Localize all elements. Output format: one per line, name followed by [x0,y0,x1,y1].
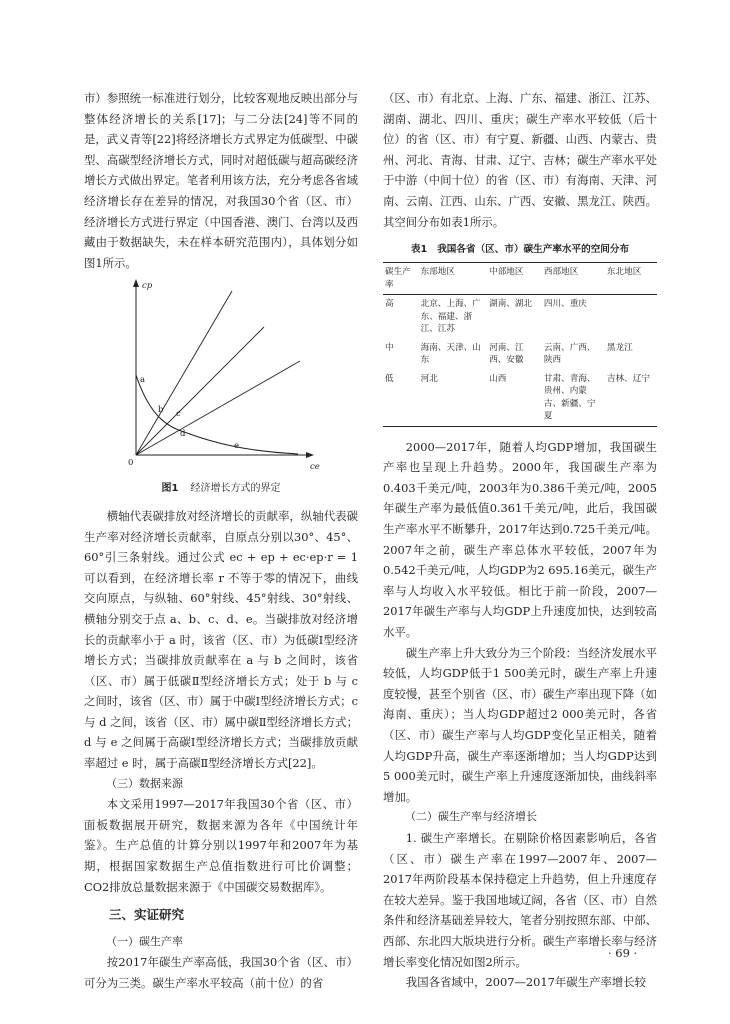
table-cell: 四川、重庆 [543,299,587,310]
right-column [383,88,657,993]
table-row [383,370,657,427]
origin-label: 0 [128,458,134,469]
table-header-cell: 东北地区 [605,263,657,295]
table-header-cell: 西部地区 [542,263,605,295]
left-paragraph-3: 本文采用1997—2017年我国30个省（区、市）面板数据展开研究，数据来源为各年《中国统计年鉴》。生产总值的计算分别以1997年和2007年为基期，根据国家数据生产总值指数进行可比价调整；CO2排放总量数据来源于《中国碳交易数据库》。 [84,797,358,894]
right-paragraph-4: 1. 碳生产率增长。在剔除价格因素影响后，各省（区、市）碳生产率在1997—2007年、2007—2017年两阶段基本保持稳定上升趋势，但上升速度存在较大差异。鉴于我国地域辽阔，各省（区、市）自然条件和经济基础差异较大，笔者分别按照东部、中部、西部、东北四大版块进行分析。碳生产率增长率与经济增长率变化情况如图2所示。 [383,830,657,969]
table-1-title [383,242,657,258]
x-axis-label: ce [310,462,320,473]
table-cell: 云南、广西、陕西 [543,342,596,366]
right-paragraph-2: 2000—2017年，随着人均GDP增加，我国碳生产率也呈现上升趋势。2000年，我国碳生产率为0.403千美元/吨，2003年为0.386千美元/吨，2005年碳生产率为最低值0.361千美元/吨，此后，我国碳生产率水平不断攀升，2017年达到0.725千美元/吨。2007年之前，碳生产率总体水平较低，2007年为0.542千美元/吨，人均GDP为2 695.16美元，碳生产率与人均收入水平较低。相比于前一阶段，2007—2017年碳生产率与人均GDP上升速度加快，达到较高水平。 [383,439,657,639]
table-cell: 低 [385,373,394,384]
point-c-label: c [176,409,181,420]
table-header-row [383,263,657,295]
figure-1-caption-text: 经济增长方式的界定 [190,483,281,495]
table-cell: 吉林、辽宁 [606,373,650,384]
point-d-label: d [180,429,186,440]
table-row [383,295,657,339]
right-paragraph-3: 碳生产率上升大致分为三个阶段：当经济发展水平较低，人均GDP低于1 500美元时，碳生产率上升速度较慢，甚至个别省（区、市）碳生产率出现下降（如海南、重庆）；当人均GDP超过2 000美元时，各省（区、市）碳生产率与人均GDP变化呈正相关，随着人均GDP升高，碳生产率逐渐增加；当人均GDP达到5 000美元时，碳生产率上升速度逐渐加快，曲线斜率增加。 [383,645,657,804]
y-axis-label: cp [142,281,153,292]
figure-1-caption [84,479,358,500]
table-cell: 山西 [489,373,507,384]
table-cell [605,295,657,339]
table-cell: 甘肃、青海、贵州、内蒙古、新疆、宁夏 [543,373,596,422]
table-row [383,339,657,370]
x-axis-arrow [306,452,314,458]
table-cell: 北京、上海、广东、福建、浙江、江苏 [420,299,481,335]
left-column [84,88,358,994]
table-cell: 河北 [420,373,438,384]
table-1-title-num: 表1 [410,244,428,256]
table-cell: 中 [385,342,394,353]
page-number: · 69 · [608,946,638,960]
table-cell: 河南、江西、安徽 [489,342,524,366]
table-header-cell: 东部地区 [419,263,488,295]
subsection-data-source: （三）数据来源 [106,776,183,790]
table-header-cell: 碳生产率 [383,263,419,295]
subsection-carbon-productivity: （一）碳生产率 [106,934,183,948]
point-e-label: e [234,441,240,452]
point-a-label: a [140,375,146,386]
y-axis-arrow [133,279,139,287]
left-paragraph-2: 横轴代表碳排放对经济增长的贡献率，纵轴代表碳生产率对经济增长贡献率，自原点分别以30°、45°、60°引三条射线。通过公式 ec + ep + ec·ep·r = 1 可以看到，在经济增长率 r 不等于零的情况下，曲线交向原点，与纵轴、60°射线、45°射线、30°射线、横轴分别交于点 a、b、c、d、e。当碳排放对经济增长的贡献率小于 a 时，该省（区、市）为低碳Ⅰ型经济增长方式；当碳排放贡献率在 a 与 b 之间时，该省（区、市）属于低碳Ⅱ型经济增长方式；处于 b 与 c 之间时，该省（区、市）属于中碳Ⅰ型经济增长方式；c 与 d 之间，该省（区、市）属中碳Ⅱ型经济增长方式；d 与 e 之间属于高碳Ⅰ型经济增长方式；当碳排放贡献率超过 e 时，属于高碳Ⅱ型经济增长方式[22]。 [84,508,358,771]
table-1-title-text: 我国各省（区、市）碳生产率水平的空间分布 [437,244,630,256]
table-1 [383,262,657,427]
left-paragraph-4: 按2017年碳生产率高低，我国30个省（区、市）可分为三类。碳生产率水平较高（前十位）的省 [84,955,358,990]
subsection-productivity-growth: （二）碳生产率与经济增长 [405,810,537,824]
table-header-cell: 中部地区 [487,263,542,295]
table-cell: 黑龙江 [606,342,633,353]
figure-1 [84,277,358,479]
table-cell: 海南、天津、山东 [420,342,481,366]
right-paragraph-5: 我国各省域中，2007—2017年碳生产率增长较 [405,975,647,990]
right-paragraph-1: （区、市）有北京、上海、广东、福建、浙江、江苏、湖南、湖北、四川、重庆；碳生产率水平较低（后十位）的省（区、市）有宁夏、新疆、山西、内蒙古、贵州、河北、青海、甘肃、辽宁、吉林；碳生产率水平处于中游（中间十位）的省（区、市）有海南、天津、河南、云南、江西、山东、广西、安徽、黑龙江、陕西。其空间分布如表1所示。 [383,91,657,229]
left-paragraph-1: 市）参照统一标准进行划分，比较客观地反映出部分与整体经济增长的关系[17]；与二分法[24]等不同的是，武义青等[22]将经济增长方式界定为低碳型、中碳型、高碳型经济增长方式，同时对超低碳与超高碳经济增长方式做出界定。笔者利用该方法，充分考虑各省域经济增长存在差异的情况，对我国30个省（区、市）经济增长方式进行界定（中国香港、澳门、台湾以及西藏由于数据缺失，未在样本研究范围内），具体划分如图1所示。 [84,91,358,270]
table-cell: 湖南、湖北 [489,299,533,310]
table-cell: 高 [385,299,394,310]
point-b-label: b [158,405,164,416]
figure-1-caption-num: 图1 [161,483,179,495]
section-heading-empirical: 三、实证研究 [109,907,185,923]
growth-mode-diagram [84,277,358,479]
